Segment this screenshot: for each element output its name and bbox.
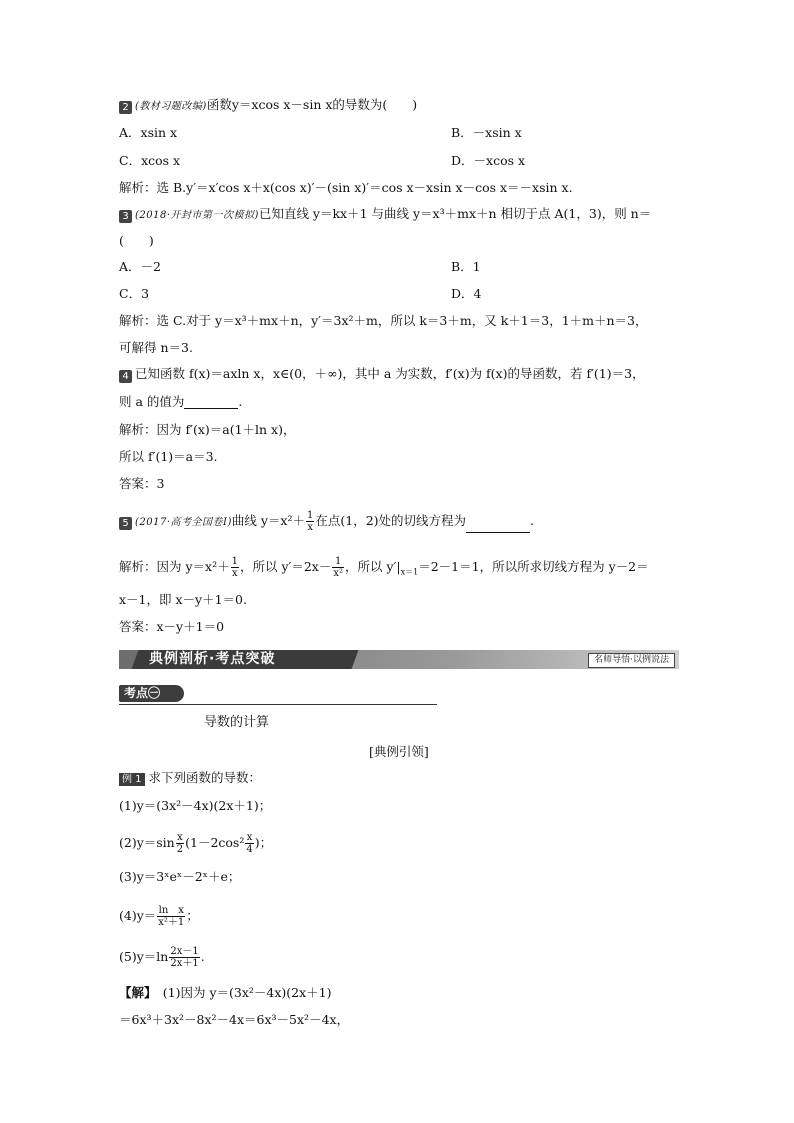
analysis-part: 解析：因为 y＝x²＋ [119, 559, 230, 574]
expr: (4)y＝ [119, 908, 157, 923]
question-5-stem [119, 510, 534, 533]
analysis-part: ，所以 y′| [345, 559, 401, 574]
option-d: D．－xcos x [451, 153, 526, 168]
answer-text: 答案：3 [119, 476, 165, 491]
analysis-text: 所以 f′(1)＝a＝3. [119, 449, 218, 464]
example-part-4 [119, 905, 199, 928]
expr: (2)y＝sin [119, 835, 175, 850]
example-part-3: (3)y＝3ˣeˣ－2ˣ＋e； [119, 869, 241, 884]
denominator: x²＋1 [158, 917, 185, 928]
numerator: x [246, 832, 253, 843]
option-c: C．xcos x [119, 153, 181, 168]
numerator: 1 [307, 510, 314, 521]
fraction [332, 556, 344, 579]
denominator: x² [333, 568, 344, 579]
numerator: x [177, 832, 183, 843]
banner-tag: 名师导悟·以例说法 [588, 653, 675, 668]
denominator: 2 [176, 844, 184, 855]
question-2-stem [119, 97, 417, 114]
denominator: 2x＋1 [170, 958, 199, 969]
question-source: (教材习题改编) [135, 101, 207, 112]
question-source: (2018·开封市第一次模拟) [135, 210, 259, 221]
stem-text: 则 a 的值为 [119, 394, 185, 409]
question-number-badge: 5 [119, 517, 132, 530]
option-a: A．xsin x [119, 125, 178, 140]
stem-text: 求下列函数的导数： [148, 770, 262, 785]
example-part-5 [119, 946, 205, 969]
denominator: x [231, 568, 238, 579]
answer-blank[interactable] [184, 396, 238, 409]
fraction [176, 832, 184, 855]
analysis-text: 可解得 n＝3. [119, 340, 193, 355]
question-source: (2017·高考全国卷Ⅰ) [135, 517, 232, 528]
question-number-badge: 4 [119, 370, 132, 383]
stem-text: 曲线 y＝x²＋ [231, 513, 305, 528]
stem-text: 的导数为( ) [332, 97, 418, 112]
example-badge: 例 1 [119, 773, 145, 786]
answer-text: 答案：x－y＋1＝0 [119, 619, 225, 634]
analysis-part: ＝2－1＝1，所以所求切线方程为 y－2＝ [418, 559, 649, 574]
stem-text: 函数 [206, 97, 232, 112]
question-4-stem-2 [119, 394, 242, 409]
option-c: C．3 [119, 286, 150, 301]
question-4-stem [119, 366, 645, 383]
formula: y＝xcos x－sin x [231, 97, 333, 112]
option-a: A．－2 [119, 259, 161, 274]
numerator: 1 [332, 556, 344, 568]
solution-line-2: ＝6x³＋3x²－8x²－4x＝6x³－5x²－4x， [119, 1012, 350, 1027]
subscript: x＝1 [400, 567, 419, 577]
question-number-badge: 2 [119, 101, 132, 114]
option-d: D．4 [451, 286, 482, 301]
expr: . [200, 949, 205, 964]
question-3-stem [119, 206, 651, 223]
option-b: B．1 [451, 259, 481, 274]
banner-title: 典例剖析·考点突破 [149, 651, 276, 667]
analysis-text [119, 556, 649, 580]
expr: )； [254, 835, 273, 850]
fraction [231, 556, 239, 579]
expr: (5)y＝ln [119, 949, 169, 964]
fraction [245, 832, 253, 855]
numerator: 1 [231, 556, 238, 567]
option-b: B．－xsin x [451, 125, 522, 140]
analysis-part: ，所以 y′＝2x－ [239, 559, 332, 574]
analysis-text: 解析：选 B.y′＝x′cos x＋x(cos x)′－(sin x)′＝cos x－xsin x－cos x＝－xsin x. [119, 180, 573, 195]
divider [119, 704, 437, 705]
stem-text: . [238, 394, 243, 409]
analysis-text: x－1，即 x－y＋1＝0. [119, 592, 247, 607]
kaodian-title: 导数的计算 [204, 715, 270, 730]
expr: (1－2cos² [185, 835, 245, 850]
stem-text: 在点(1，2)处的切线方程为 [315, 513, 467, 528]
analysis-text: 解析：选 C.对于 y＝x³＋mx＋n，y′＝3x²＋m，所以 k＝3＋m，又 k＋1＝3，1＋m＋n＝3， [119, 313, 648, 328]
fraction [169, 946, 199, 969]
example-1-intro [119, 770, 261, 786]
kaodian-badge: 考点㊀ [119, 685, 184, 702]
denominator: x [307, 522, 313, 533]
solution-line-1 [119, 985, 332, 1000]
stem-text: 已知函数 f(x)＝axln x，x∈(0，＋∞)，其中 a 为实数，f′(x)为 f(x)的导函数，若 f′(1)＝3， [135, 366, 645, 381]
solution-text: (1)因为 y＝(3x²－4x)(2x＋1) [162, 985, 332, 1000]
question-number-badge: 3 [119, 210, 132, 223]
section-banner [119, 650, 679, 669]
example-part-2 [119, 832, 272, 855]
numerator: ln x [158, 905, 184, 916]
fraction [157, 905, 185, 928]
expr: ； [186, 908, 199, 923]
answer-blank[interactable] [466, 520, 530, 533]
denominator: 4 [246, 844, 253, 855]
stem-text: . [530, 513, 535, 528]
example-part-1: (1)y＝(3x²－4x)(2x＋1)； [119, 798, 272, 813]
solution-label: 【解】 [119, 985, 151, 1000]
subheading: [典例引领] [369, 744, 429, 759]
numerator: 2x－1 [170, 946, 199, 957]
answer-paren: ( ) [119, 233, 154, 248]
analysis-text: 解析：因为 f′(x)＝a(1＋ln x)， [119, 422, 296, 437]
fraction [306, 510, 314, 533]
stem-text: 已知直线 y＝kx＋1 与曲线 y＝x³＋mx＋n 相切于点 A(1，3)，则 n＝ [258, 206, 652, 221]
